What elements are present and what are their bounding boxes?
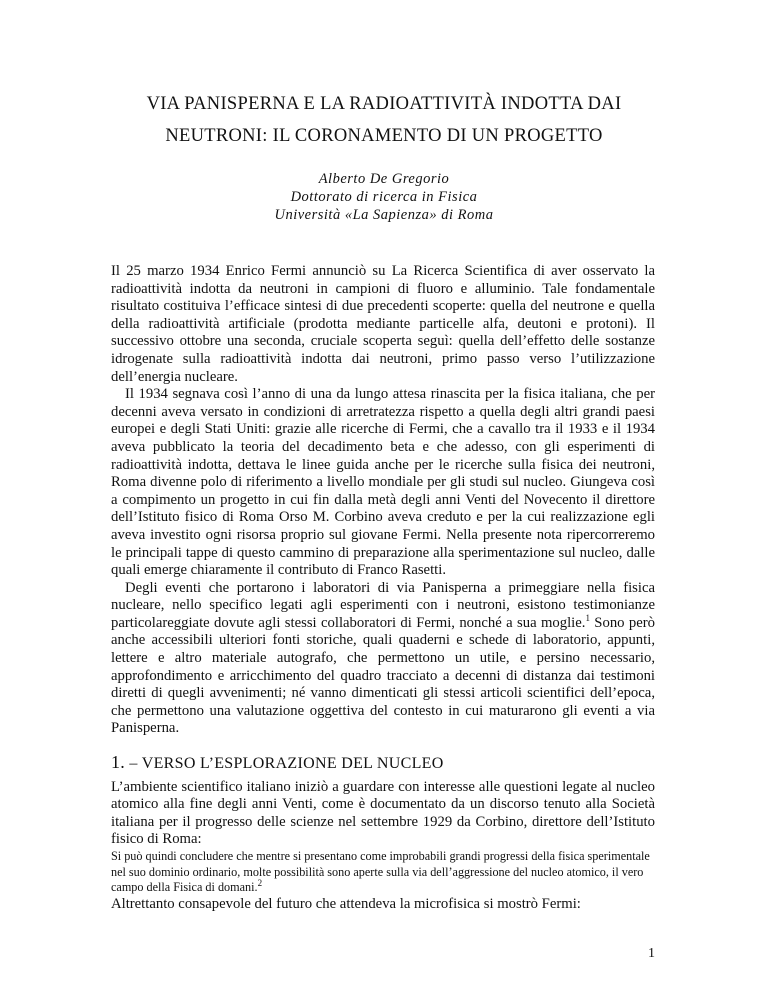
affiliation-line-1: Dottorato di ricerca in Fisica	[290, 189, 478, 205]
paragraph-1: Il 25 marzo 1934 Enrico Fermi annunciò su La Ricerca Scientifica di aver osservato la radioattività indotta da neutroni in campioni di fluoro e alluminio. Tale fondamentale risultato costituiva l’efficace sintesi di due precedenti scoperte: quella del neutrone e quella della radioattività artificiale (prodotta mediante particelle alfa, deutoni e protoni). Il successivo ottobre una seconda, cruciale scoperta seguì: quella dell’effetto delle sostanze idrogenate sulla radioattività indotta dai neutroni, primo passo verso l’utilizzazione dell’energia nucleare.	[111, 263, 655, 385]
title-line-2: NEUTRONI: IL CORONAMENTO DI UN PROGETTO	[165, 126, 603, 146]
section-title: – VERSO L’ESPLORAZIONE DEL NUCLEO	[125, 755, 444, 773]
paragraph-3-text-a: Degli eventi che portarono i laboratori di via Panisperna a primeggiare nella fisica nucleare, nello specifico legati agli esperimenti con i neutroni, esistono testimonianze particolareggiate dovute agli stessi collaboratori di Fermi, nonché a sua moglie.	[111, 579, 655, 631]
affiliation-line-2: Università «La Sapienza» di Roma	[274, 207, 494, 223]
document-title	[0, 88, 768, 152]
block-quote	[111, 849, 655, 896]
author-name: Alberto De Gregorio	[318, 171, 450, 187]
paragraph-4: L’ambiente scientifico italiano iniziò a guardare con interesse alle questioni legate al nucleo atomico alla fine degli anni Venti, come è documentato da un discorso tenuto alla Società italiana per il progresso delle scienze nel settembre 1929 da Corbino, direttore dell’Istituto fisico di Roma:	[111, 778, 655, 848]
section-heading	[111, 754, 655, 773]
footnote-ref-2[interactable]: 2	[257, 877, 263, 888]
paragraph-2: Il 1934 segnava così l’anno di una da lungo attesa rinascita per la fisica italiana, che per decenni aveva versato in condizioni di arretratezza rispetto a quella degli altri grandi paesi europei e degli Stati Uniti: grazie alle ricerche di Fermi, che a cavallo tra il 1933 e il 1934 aveva pubblicato la teoria del decadimento beta e che adesso, con gli esperimenti di radioattività indotta, dettava le linee guida anche per le ricerche sulla fisica dei neutroni, Roma divenne polo di riferimento a livello mondiale per gli studi sul nucleo. Giungeva così a compimento un progetto in cui fin dalla metà degli anni Venti del Novecento il direttore dell’Istituto fisico di Roma Orso M. Corbino aveva creduto e per la cui realizzazione egli aveva investito ogni risorsa proprio sul giovane Fermi. Nella presente nota ripercorreremo le principali tappe di questo cammino di preparazione alla sperimentazione sul nucleo, dalle quali emerge chiaramente il contributo di Franco Rasetti.	[111, 386, 655, 579]
document-body	[111, 263, 655, 913]
paragraph-5: Altrettanto consapevole del futuro che attendeva la microfisica si mostrò Fermi:	[111, 895, 581, 912]
footnote-ref-1[interactable]: 1	[585, 612, 590, 623]
page-number: 1	[648, 946, 655, 961]
section-number: 1.	[111, 752, 126, 773]
title-line-1: VIA PANISPERNA E LA RADIOATTIVITÀ INDOTTA DAI	[146, 94, 622, 114]
paragraph-3-text-b: Sono però anche accessibili ulteriori fonti storiche, quali quaderni e schede di laboratorio, appunti, lettere e altro materiale autografo, che permettono un utile, e persino necessario, approfondimento e arricchimento del quadro tracciato a decenni di distanza dai testimoni diretti di quegli avvenimenti; né vanno dimenticati gli stessi articoli scientifici dell’epoca, che permettono una valutazione oggettiva del contesto in cui maturarono gli eventi a via Panisperna.	[111, 614, 655, 737]
author-block	[0, 170, 768, 224]
paragraph-3	[111, 580, 655, 738]
quote-text: Si può quindi concludere che mentre si presentano come improbabili grandi progressi della fisica sperimentale nel suo dominio ordinario, molte possibilità sono aperte sulla via dell’aggressione del nucleo atomico, il vero campo della Fisica di domani.	[111, 849, 650, 894]
